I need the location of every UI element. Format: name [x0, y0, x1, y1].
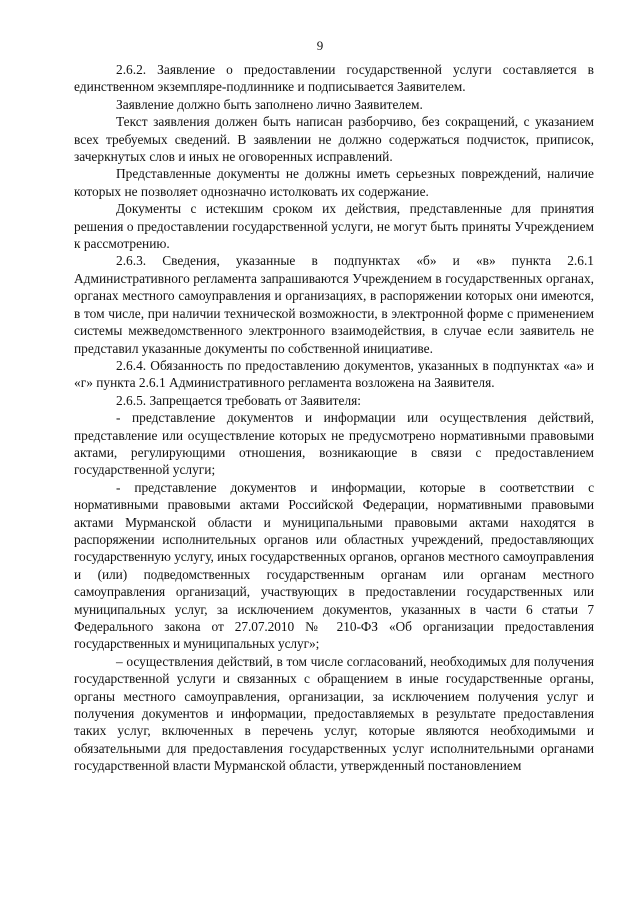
list-item-prohibited-3: – осуществления действий, в том числе согласований, необходимых для получения государственной услуги и связанных с обращением в иные государственные органы, органы местного самоуправления, организации, за исключением получения услуг и получения документов и информации, предоставляемых в результате предоставления таких услуг, включенных в перечень услуг, которые являются необходимыми и обязательными для предоставления государственных услуг исполнительными органами государственной власти Мурманской области, утвержденный постановлением — [74, 653, 594, 774]
paragraph-2-6-4: 2.6.4. Обязанность по предоставлению документов, указанных в подпунктах «а» и «г» пункта 2.6.1 Административного регламента возложена на Заявителя. — [74, 357, 594, 391]
paragraph-expired-documents: Документы с истекшим сроком их действия, представленные для принятия решения о предоставлении государственной услуги, не могут быть приняты Учреждением к рассмотрению. — [74, 201, 594, 252]
paragraph-document-damage: Представленные документы не должны иметь серьезных повреждений, наличие которых не позволяет однозначно истолковать их содержание. — [74, 166, 594, 199]
list-item-prohibited-1: - представление документов и информации или осуществления действий, представление или осуществление которых не предусмотрено нормативными правовыми актами, регулирующими отношения, возникающие в связи с предоставлением государственной услуги; — [74, 410, 594, 478]
paragraph-signed-personally: Заявление должно быть заполнено лично Заявителем. — [116, 96, 423, 112]
paragraph-text-requirements: Текст заявления должен быть написан разборчиво, без сокращений, с указанием всех требуемых сведений. В заявлении не должно содержаться подчисток, приписок, зачеркнутых слов и иных не оговоренных исправлений. — [74, 114, 594, 165]
document-body — [74, 61, 594, 775]
list-item-prohibited-2: - представление документов и информации, которые в соответствии с нормативными правовыми актами Российской Федерации, нормативными правовыми актами Мурманской области и муниципальными правовыми актами находятся в распоряжении исполнительных органов или областных учреждений, предоставляющих государственную услугу, иных государственных органов, органов местного самоуправления и (или) подведомственных государственным органам или органам местного самоуправления организаций, участвующих в предоставлении государственных или муниципальных услуг, за исключением документов, указанных в части 6 статьи 7 Федерального закона от 27.07.2010 № 210-ФЗ «Об организации предоставления государственных и муниципальных услуг»; — [74, 479, 594, 652]
paragraph-2-6-2: 2.6.2. Заявление о предоставлении государственной услуги составляется в единственном экземпляре-подлиннике и подписывается Заявителем. — [74, 62, 594, 95]
page-number: 9 — [316, 38, 324, 53]
paragraph-2-6-5: 2.6.5. Запрещается требовать от Заявителя: — [116, 392, 362, 408]
paragraph-2-6-3: 2.6.3. Сведения, указанные в подпунктах «б» и «в» пункта 2.6.1 Административного регламента запрашиваются Учреждением в государственных органах, органах местного самоуправления и организациях, в распоряжении которых они имеются, в том числе, при наличии технической возможности, в электронной форме с применением системы межведомственного электронного взаимодействия, в случае если заявитель не представил указанные документы по собственной инициативе. — [74, 253, 594, 356]
